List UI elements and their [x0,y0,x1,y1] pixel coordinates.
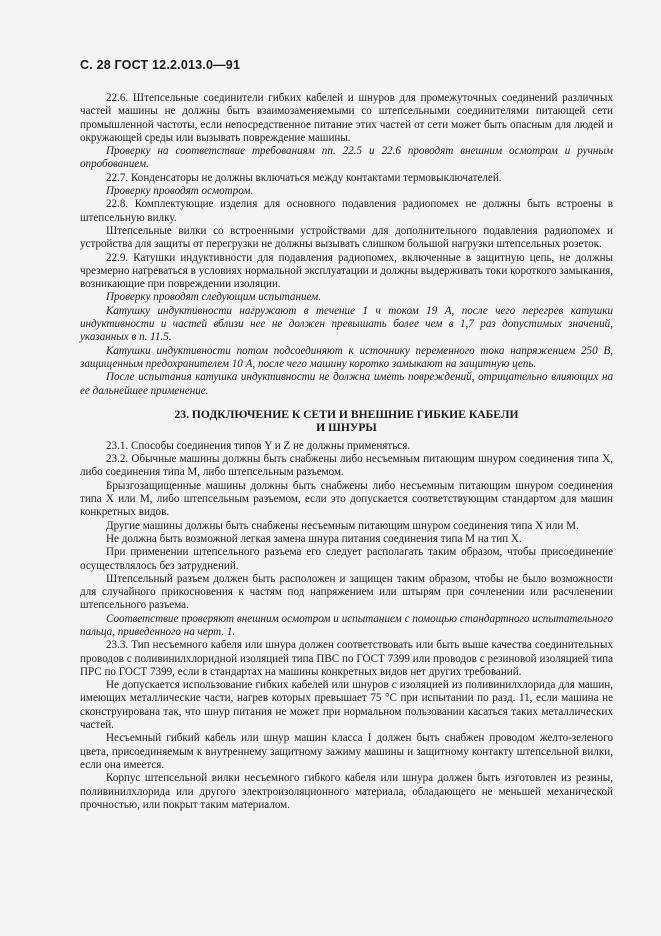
paragraph: Корпус штепсельной вилки несъемного гибкого кабеля или шнура должен быть изготовлен из резины, поливинилхлорида или другого электроизоляционного материала, обладающего не меньшей механической прочностью, или покрыт таким материалом. [80,772,613,811]
section-title [80,408,613,434]
document-body [80,92,613,812]
paragraph-group-23 [80,440,613,812]
paragraph: Катушку индуктивности нагружают в течение 1 ч током 19 А, после чего перегрев катушки индуктивности и частей вблизи нее не должен превышать более чем в 1,7 раз допустимых значений, указанных в п. 11.5. [80,304,613,344]
paragraph: Штепсельные вилки со встроенными устройствами для дополнительного подавления радиопомех и устройства для защиты от перегрузки не должны вызывать слишком большой нагрузки штепсельных розеток. [80,224,613,251]
paragraph: Соответствие проверяют внешним осмотром и испытанием с помощью стандартного испытательного пальца, приведенного на черт. 1. [80,612,613,638]
section-title-line-1: 23. ПОДКЛЮЧЕНИЕ К СЕТИ И ВНЕШНИЕ ГИБКИЕ КАБЕЛИ [174,407,519,421]
paragraph: 22.6. Штепсельные соединители гибких кабелей и шнуров для промежуточных соединений различных частей машины не должны быть взаимозаменяемыми со штепсельными соединителями питающей сети промышленной частоты, если непосредственное питание этих частей от сети может быть опасным для людей и окружающей среды или вызывать повреждение машины. [80,92,613,144]
paragraph: 23.1. Способы соединения типов Y и Z не должны применяться. [106,439,411,452]
paragraph: 23.2. Обычные машины должны быть снабжены либо несъемным питающим шнуром соединения типа X, либо соединения типа M, либо штепсельным разъемом. [80,453,613,479]
paragraph: 22.9. Катушки индуктивности для подавления радиопомех, включенные в защитную цепь, не должны чрезмерно нагреваться в условиях нормальной эксплуатации и должны выдерживать токи короткого замыкания, возникающие при повреждении изоляции. [80,251,613,291]
paragraph: Не допускается использование гибких кабелей или шнуров с изоляцией из поливинилхлорида для машин, имеющих металлические части, нагрев которых превышает 75 °С при испытании по разд. 11, если машина не сконструирована так, что шнур питания не может при нормальном пользовании касаться таких металлических частей. [80,679,613,732]
paragraph: Другие машины должны быть снабжены несъемным питающим шнуром соединения типа X или M. [106,519,579,532]
paragraph: 23.3. Тип несъемного кабеля или шнура должен соответствовать или быть выше качества соединительных проводов с поливинилхлоридной изоляцией типа ПВС по ГОСТ 7399 или проводов с резиновой изоляцией типа ПРС по ГОСТ 7399, если в стандартах на машины конкретных видов нет других требований. [80,639,613,678]
paragraph: Брызгозащищенные машины должны быть снабжены либо несъемным питающим шнуром соединения типа X или M, либо штепсельным разъемом, если это допускается соответствующим стандартом для машин конкретных видов. [80,479,613,519]
paragraph: Проверку на соответствие требованиям пп. 22.5 и 22.6 проводят внешним осмотром и ручным опробованием. [80,145,613,171]
section-title-line-2: И ШНУРЫ [316,420,377,434]
page-header: С. 28 ГОСТ 12.2.013.0—91 [80,58,241,72]
paragraph: После испытания катушка индуктивности не должна иметь повреждений, отрицательно влияющих на ее дальнейшее применение. [80,371,613,397]
paragraph-group-22 [80,92,613,398]
paragraph: Несъемный гибкий кабель или шнур машин класса I должен быть снабжен проводом желто-зеленого цвета, присоединяемым к внутреннему защитному зажиму машины и защитному контакту штепсельной вилки, если она имеется. [80,732,613,771]
paragraph: Проверку проводят следующим испытанием. [106,291,321,304]
paragraph: 22.7. Конденсаторы не должны включаться между контактами термовыключателей. [106,171,502,184]
paragraph: При применении штепсельного разъема его следует располагать таким образом, чтобы присоединение осуществлялось без затруднений. [80,546,613,572]
paragraph: 22.8. Комплектующие изделия для основного подавления радиопомех не должны быть встроены в штепсельную вилку. [80,198,613,224]
paragraph: Не должна быть возможной легкая замена шнура питания соединения типа M на тип X. [106,532,522,545]
paragraph: Проверку проводят осмотром. [106,185,254,198]
paragraph: Катушки индуктивности потом подсоединяют к источнику переменного тока напряжением 250 В, защищенным предохранителем 10 А, после чего машину коротко замыкают на защитную цепь. [80,344,613,370]
paragraph: Штепсельный разъем должен быть расположен и защищен таким образом, чтобы не было возможности для случайного прикосновения к частям под напряжением или штырям при сочленении или расчленении штепсельного разъема. [80,572,613,612]
